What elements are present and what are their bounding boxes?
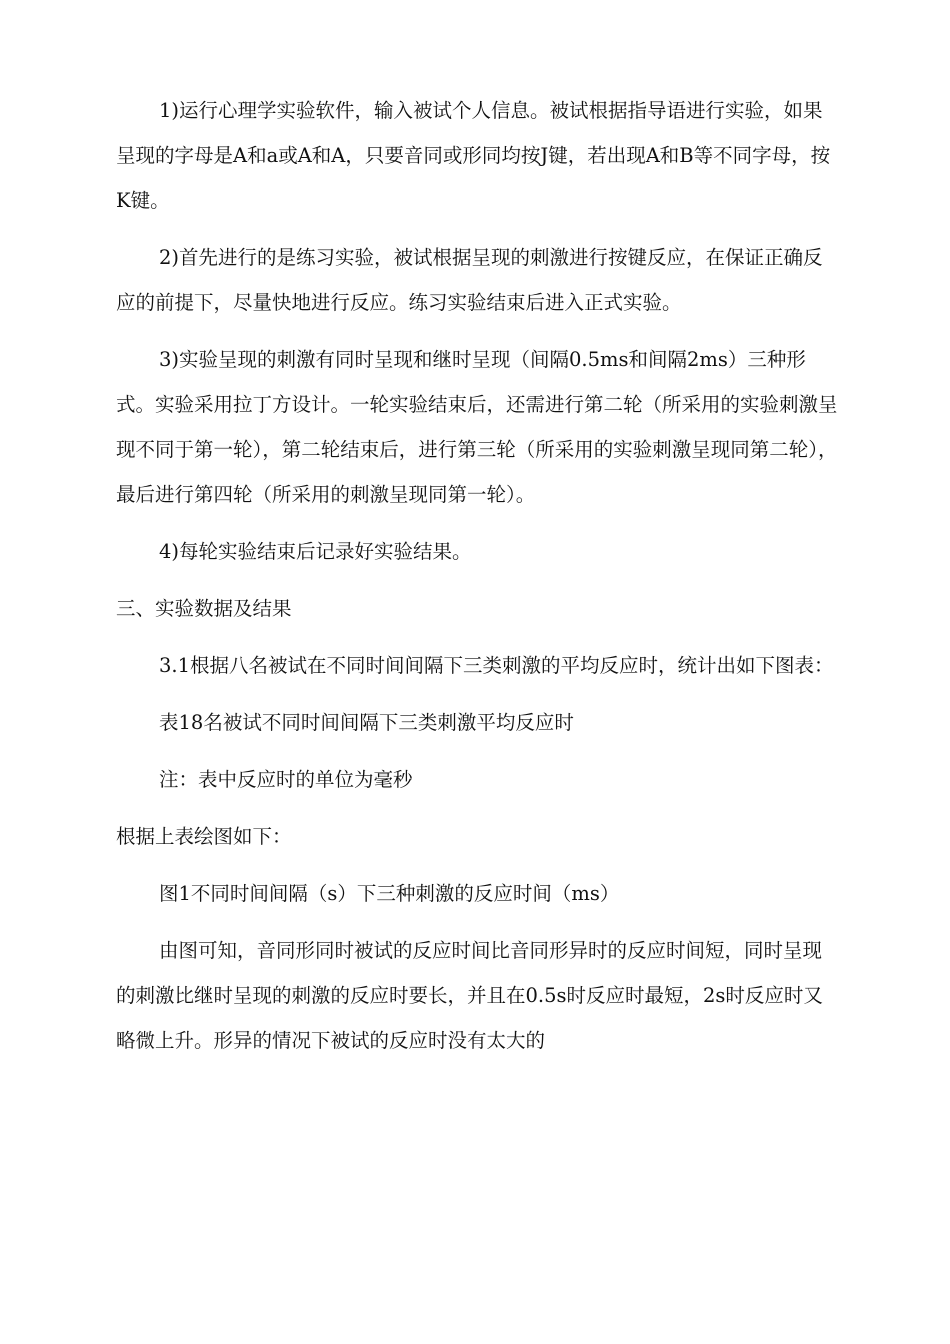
procedure-step-3: 3)实验呈现的刺激有同时呈现和继时呈现（间隔0.5ms和间隔2ms）三种形式。实验采用拉丁方设计。一轮实验结束后，还需进行第二轮（所采用的实验刺激呈现不同于第一轮），第二轮结束后，进行第三轮（所采用的实验刺激呈现同第二轮），最后进行第四轮（所采用的刺激呈现同第一轮）。: [116, 348, 838, 506]
chart-intro: 根据上表绘图如下：: [116, 825, 292, 848]
paragraph-3-1: 3.1根据八名被试在不同时间间隔下三类刺激的平均反应时，统计出如下图表：: [159, 654, 834, 677]
table-caption: 表18名被试不同时间间隔下三类刺激平均反应时: [159, 711, 574, 734]
procedure-step-1: 1)运行心理学实验软件，输入被试个人信息。被试根据指导语进行实验，如果呈现的字母是A和a或A和A，只要音同或形同均按J键，若出现A和B等不同字母，按K键。: [116, 99, 831, 212]
procedure-step-2: 2)首先进行的是练习实验，被试根据呈现的刺激进行按键反应，在保证正确反应的前提下，尽量快地进行反应。练习实验结束后进入正式实验。: [116, 246, 823, 314]
analysis-paragraph: 由图可知，音同形同时被试的反应时间比音同形异时的反应时间短，同时呈现的刺激比继时呈现的刺激的反应时要长，并且在0.5s时反应时最短，2s时反应时又略微上升。形异的情况下被试的反应时没有太大的: [116, 939, 823, 1052]
procedure-step-4: 4)每轮实验结束后记录好实验结果。: [159, 540, 472, 563]
table-note: 注：表中反应时的单位为毫秒: [159, 768, 413, 791]
figure-caption: 图1不同时间间隔（s）下三种刺激的反应时间（ms）: [159, 882, 620, 905]
section-heading-results: 三、实验数据及结果: [116, 597, 292, 620]
document-page: [116, 88, 838, 1075]
